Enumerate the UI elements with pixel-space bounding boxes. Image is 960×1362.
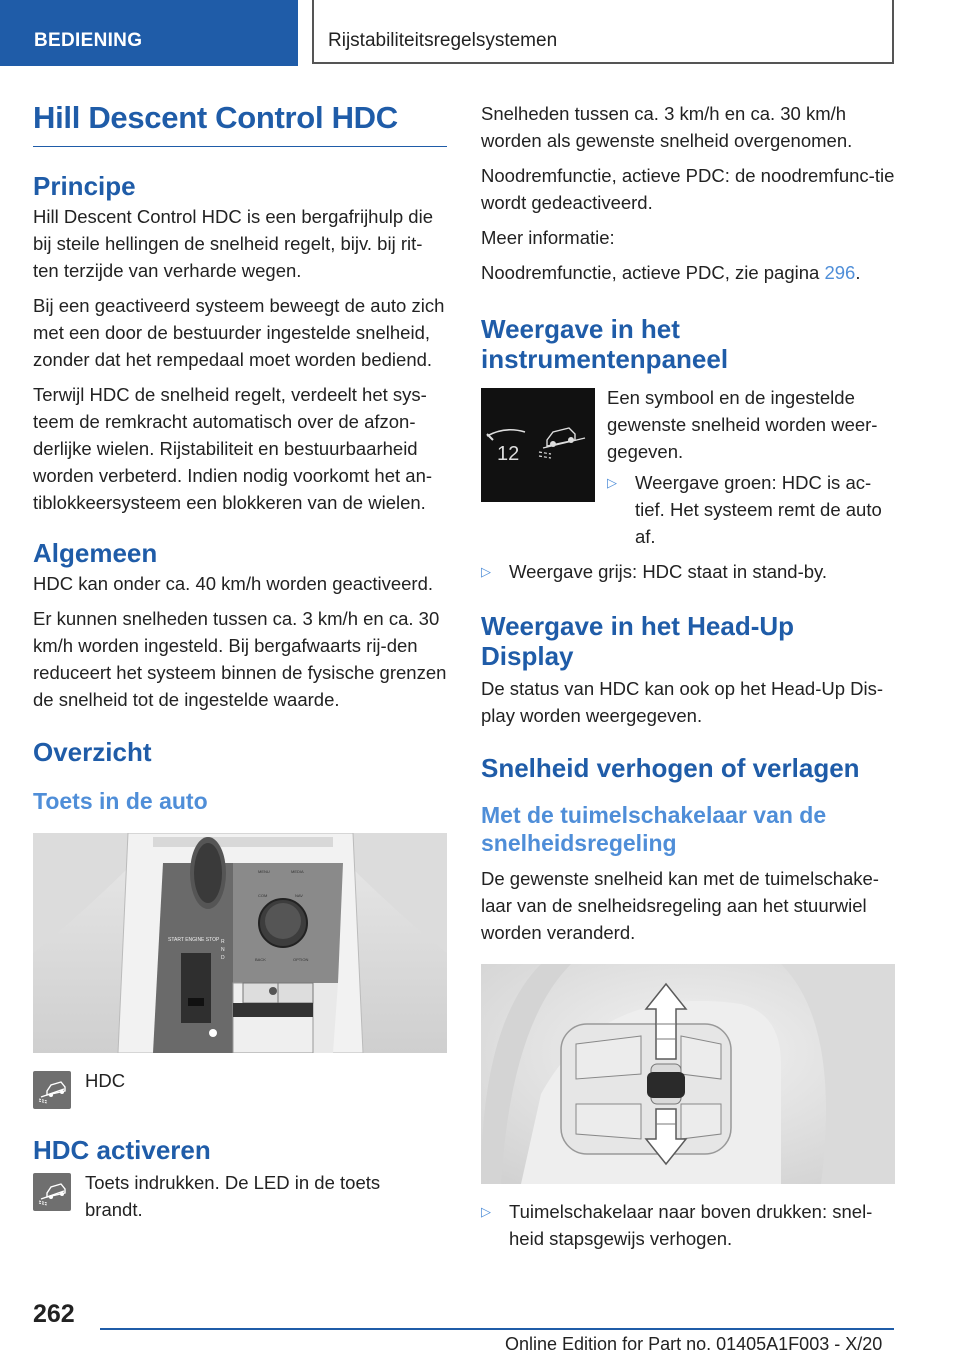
principe-p2: Bij een geactiveerd systeem beweegt de auto zich met een door de bestuurder ingestelde snelheid, zonder dat het rempedaal moet worden bediend. [33, 295, 445, 370]
triangle-bullet-icon: ▷ [607, 475, 617, 490]
hdc-button-icon [33, 1173, 71, 1211]
gear-n-label: N [221, 947, 225, 953]
menu-label: MENU [258, 869, 270, 874]
page-link-296[interactable]: 296 [824, 262, 856, 283]
option-label: OPTION [293, 957, 309, 962]
triangle-bullet-icon: ▷ [481, 1204, 491, 1219]
algemeen-p2: Er kunnen snelheden tussen ca. 3 km/h en ca. 30 km/h worden ingesteld. Bij bergafwaarts rij-den reduceert het systeem binnen de fysische grenzen de snelheid tot de ingestelde waarde. [33, 608, 447, 710]
bullet-grey-text: Weergave grijs: HDC staat in stand-by. [509, 561, 828, 582]
toets-heading: Toets in de auto [33, 788, 208, 814]
left-column [33, 100, 447, 1223]
gear-d-label: D [221, 955, 225, 961]
gear-r-label: R [221, 939, 225, 945]
reference-label: Noodremfunctie, actieve PDC, zie pagina [481, 262, 820, 283]
com-label: COM [258, 893, 268, 898]
hdc-descent-icon [33, 1071, 71, 1109]
section-tab [0, 0, 298, 66]
instrument-display-row [481, 388, 895, 550]
chapter-title: Rijstabiliteitsregelsystemen [328, 30, 558, 51]
instrument-display-image [481, 388, 595, 502]
right-column [481, 100, 895, 1252]
hdc-symbol-row [33, 1071, 447, 1109]
activeren-text: Toets indrukken. De LED in de toets brandt. [85, 1172, 381, 1220]
meer-info-text: Meer informatie: [481, 227, 615, 248]
algemeen-heading: Algemeen [33, 538, 158, 568]
reference-text [481, 259, 895, 286]
bullet-green-text: Weergave groen: HDC is ac-tief. Het systeem remt de auto af. [635, 472, 882, 547]
nav-label: NAV [295, 893, 303, 898]
instrument-text-block [607, 388, 895, 550]
noodrem-text: Noodremfunctie, actieve PDC: de noodremfunc-tie wordt gedeactiveerd. [481, 165, 895, 213]
display-speed: 12 [497, 443, 520, 465]
hud-text: De status van HDC kan ook op het Head-Up Dis-play worden weergegeven. [481, 678, 884, 726]
hdc-label: HDC [85, 1070, 126, 1091]
footer-divider [100, 1328, 894, 1330]
principe-p3: Terwijl HDC de snelheid regelt, verdeelt het sys-teem de remkracht automatisch over de afzon-derlijke wielen. Rijstabiliteit en bestuurbaarheid worden verbeterd. Indien nodig voorkomt het an-tiblokkeersysteem een blokkeren van de wielen. [33, 384, 433, 513]
center-console-photo [33, 833, 447, 1053]
page-number: 262 [33, 1300, 75, 1328]
principe-p1: Hill Descent Control HDC is een bergafrijhulp die bij steile hellingen de snelheid regelt, bijv. bij rit-ten terzijde van verharde wegen. [33, 206, 433, 281]
tuimel-text: De gewenste snelheid kan met de tuimelschake-laar van de snelheidsregeling aan het stuurwiel worden veranderd. [481, 868, 879, 943]
chapter-box [312, 0, 894, 64]
page-title: Hill Descent Control HDC [33, 100, 447, 147]
bullet-green [607, 469, 895, 550]
bullet-grey [481, 558, 895, 585]
tuimel-heading: Met de tuimelschakelaar van de snelheidsregeling [481, 802, 827, 856]
start-stop-label: START ENGINE STOP [168, 937, 220, 943]
reference-end: . [855, 262, 861, 283]
weergave-heading: Weergave in het instrumentenpaneel [481, 314, 729, 374]
footer-edition: Online Edition for Part no. 01405A1F003 - X/20 [505, 1334, 883, 1354]
weergave-text: Een symbool en de ingestelde gewenste snelheid worden weer-gegeven. [607, 387, 878, 462]
overzicht-heading: Overzicht [33, 737, 152, 767]
media-label: MEDIA [291, 869, 304, 874]
speed-range-text: Snelheden tussen ca. 3 km/h en ca. 30 km/h worden als gewenste snelheid overgenomen. [481, 103, 853, 151]
snelheid-heading: Snelheid verhogen of verlagen [481, 753, 860, 783]
bullet-up-text: Tuimelschakelaar naar boven drukken: snel-heid stapsgewijs verhogen. [509, 1201, 873, 1249]
activeren-row [33, 1169, 447, 1223]
principe-heading: Principe [33, 171, 136, 201]
hud-heading: Weergave in het Head-Up Display [481, 611, 795, 671]
activeren-heading: HDC activeren [33, 1135, 211, 1165]
triangle-bullet-icon: ▷ [481, 564, 491, 579]
steering-wheel-photo [481, 964, 895, 1184]
section-title: BEDIENING [34, 30, 143, 51]
bullet-up [481, 1198, 895, 1252]
algemeen-p1: HDC kan onder ca. 40 km/h worden geactiveerd. [33, 573, 434, 594]
back-label: BACK [255, 957, 266, 962]
